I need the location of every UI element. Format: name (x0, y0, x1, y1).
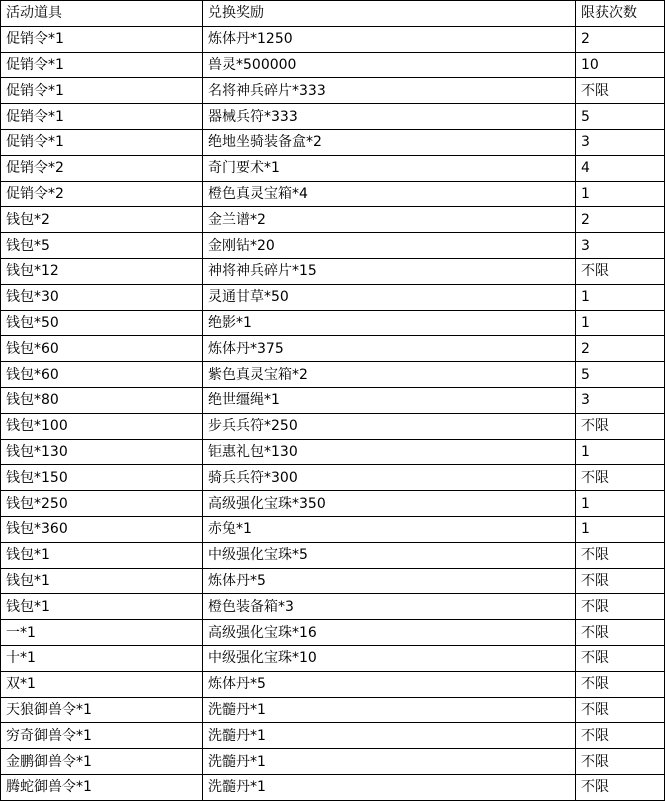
cell-reward: 中级强化宝珠*10 (203, 645, 576, 671)
table-row (1, 181, 665, 207)
header-reward: 兑换奖励 (203, 1, 576, 27)
table-row (1, 620, 665, 646)
cell-limit: 2 (576, 26, 665, 52)
cell-activity-item: 钱包*60 (1, 362, 203, 388)
cell-activity-item: 钱包*80 (1, 387, 203, 413)
cell-activity-item: 钱包*2 (1, 207, 203, 233)
cell-limit: 不限 (576, 774, 665, 800)
cell-activity-item: 钱包*1 (1, 594, 203, 620)
cell-activity-item: 钱包*60 (1, 336, 203, 362)
cell-activity-item: 钱包*50 (1, 310, 203, 336)
header-limit: 限获次数 (576, 1, 665, 27)
cell-reward: 炼体丹*375 (203, 336, 576, 362)
cell-limit: 不限 (576, 465, 665, 491)
cell-limit: 不限 (576, 78, 665, 104)
cell-activity-item: 天狼御兽令*1 (1, 697, 203, 723)
cell-reward: 神将神兵碎片*15 (203, 258, 576, 284)
table-row (1, 207, 665, 233)
cell-activity-item: 穷奇御兽令*1 (1, 723, 203, 749)
cell-limit: 不限 (576, 568, 665, 594)
table-row (1, 465, 665, 491)
table-header-row (1, 1, 665, 27)
cell-reward: 洗髓丹*1 (203, 774, 576, 800)
cell-limit: 不限 (576, 749, 665, 775)
cell-activity-item: 促销令*2 (1, 181, 203, 207)
table-row (1, 310, 665, 336)
cell-limit: 不限 (576, 258, 665, 284)
table-row (1, 78, 665, 104)
table-row (1, 439, 665, 465)
cell-activity-item: 钱包*250 (1, 491, 203, 517)
cell-limit: 1 (576, 181, 665, 207)
cell-reward: 骑兵兵符*300 (203, 465, 576, 491)
cell-limit: 1 (576, 310, 665, 336)
cell-reward: 步兵兵符*250 (203, 413, 576, 439)
cell-activity-item: 钱包*130 (1, 439, 203, 465)
cell-limit: 不限 (576, 671, 665, 697)
cell-reward: 绝地坐骑装备盒*2 (203, 129, 576, 155)
table-row (1, 697, 665, 723)
table-row (1, 568, 665, 594)
table-row (1, 645, 665, 671)
cell-reward: 器械兵符*333 (203, 104, 576, 130)
table-row (1, 749, 665, 775)
table-row (1, 491, 665, 517)
table-row (1, 26, 665, 52)
cell-activity-item: 一*1 (1, 620, 203, 646)
cell-limit: 3 (576, 387, 665, 413)
cell-activity-item: 钱包*150 (1, 465, 203, 491)
cell-limit: 不限 (576, 645, 665, 671)
cell-activity-item: 促销令*1 (1, 78, 203, 104)
cell-limit: 不限 (576, 594, 665, 620)
cell-activity-item: 促销令*1 (1, 52, 203, 78)
cell-activity-item: 促销令*1 (1, 104, 203, 130)
cell-reward: 洗髓丹*1 (203, 723, 576, 749)
cell-reward: 炼体丹*5 (203, 671, 576, 697)
cell-reward: 兽灵*500000 (203, 52, 576, 78)
table-row (1, 362, 665, 388)
cell-activity-item: 双*1 (1, 671, 203, 697)
cell-limit: 5 (576, 362, 665, 388)
cell-activity-item: 促销令*2 (1, 155, 203, 181)
cell-reward: 高级强化宝珠*350 (203, 491, 576, 517)
header-activity-item: 活动道具 (1, 1, 203, 27)
cell-limit: 10 (576, 52, 665, 78)
cell-limit: 1 (576, 439, 665, 465)
cell-activity-item: 腾蛇御兽令*1 (1, 774, 203, 800)
table-row (1, 233, 665, 259)
cell-reward: 炼体丹*5 (203, 568, 576, 594)
cell-reward: 橙色真灵宝箱*4 (203, 181, 576, 207)
cell-limit: 不限 (576, 542, 665, 568)
table-row (1, 387, 665, 413)
cell-reward: 奇门要术*1 (203, 155, 576, 181)
table-row (1, 774, 665, 800)
cell-limit: 4 (576, 155, 665, 181)
cell-reward: 灵通甘草*50 (203, 284, 576, 310)
cell-limit: 1 (576, 516, 665, 542)
cell-limit: 1 (576, 284, 665, 310)
table-row (1, 516, 665, 542)
cell-reward: 橙色装备箱*3 (203, 594, 576, 620)
table-row (1, 336, 665, 362)
cell-activity-item: 钱包*12 (1, 258, 203, 284)
cell-limit: 3 (576, 233, 665, 259)
cell-activity-item: 促销令*1 (1, 129, 203, 155)
cell-reward: 金刚钻*20 (203, 233, 576, 259)
cell-reward: 洗髓丹*1 (203, 697, 576, 723)
cell-activity-item: 钱包*1 (1, 568, 203, 594)
table-row (1, 258, 665, 284)
cell-limit: 不限 (576, 723, 665, 749)
table-row (1, 671, 665, 697)
table-row (1, 129, 665, 155)
table-row (1, 104, 665, 130)
cell-limit: 不限 (576, 697, 665, 723)
cell-limit: 1 (576, 491, 665, 517)
table-row (1, 594, 665, 620)
cell-activity-item: 钱包*360 (1, 516, 203, 542)
cell-activity-item: 钱包*1 (1, 542, 203, 568)
cell-activity-item: 钱包*30 (1, 284, 203, 310)
cell-activity-item: 十*1 (1, 645, 203, 671)
cell-limit: 2 (576, 336, 665, 362)
cell-reward: 金兰谱*2 (203, 207, 576, 233)
cell-reward: 绝世缰绳*1 (203, 387, 576, 413)
cell-limit: 2 (576, 207, 665, 233)
table-row (1, 542, 665, 568)
cell-reward: 炼体丹*1250 (203, 26, 576, 52)
cell-reward: 高级强化宝珠*16 (203, 620, 576, 646)
cell-activity-item: 钱包*100 (1, 413, 203, 439)
cell-reward: 名将神兵碎片*333 (203, 78, 576, 104)
cell-reward: 中级强化宝珠*5 (203, 542, 576, 568)
cell-reward: 洗髓丹*1 (203, 749, 576, 775)
cell-reward: 紫色真灵宝箱*2 (203, 362, 576, 388)
cell-reward: 绝影*1 (203, 310, 576, 336)
cell-activity-item: 钱包*5 (1, 233, 203, 259)
cell-activity-item: 金鹏御兽令*1 (1, 749, 203, 775)
cell-limit: 3 (576, 129, 665, 155)
cell-limit: 5 (576, 104, 665, 130)
cell-limit: 不限 (576, 620, 665, 646)
cell-limit: 不限 (576, 413, 665, 439)
table-row (1, 155, 665, 181)
cell-activity-item: 促销令*1 (1, 26, 203, 52)
table-row (1, 52, 665, 78)
cell-reward: 钜惠礼包*130 (203, 439, 576, 465)
table-row (1, 413, 665, 439)
cell-reward: 赤兔*1 (203, 516, 576, 542)
table-row (1, 723, 665, 749)
table-row (1, 284, 665, 310)
table-body (1, 26, 665, 800)
